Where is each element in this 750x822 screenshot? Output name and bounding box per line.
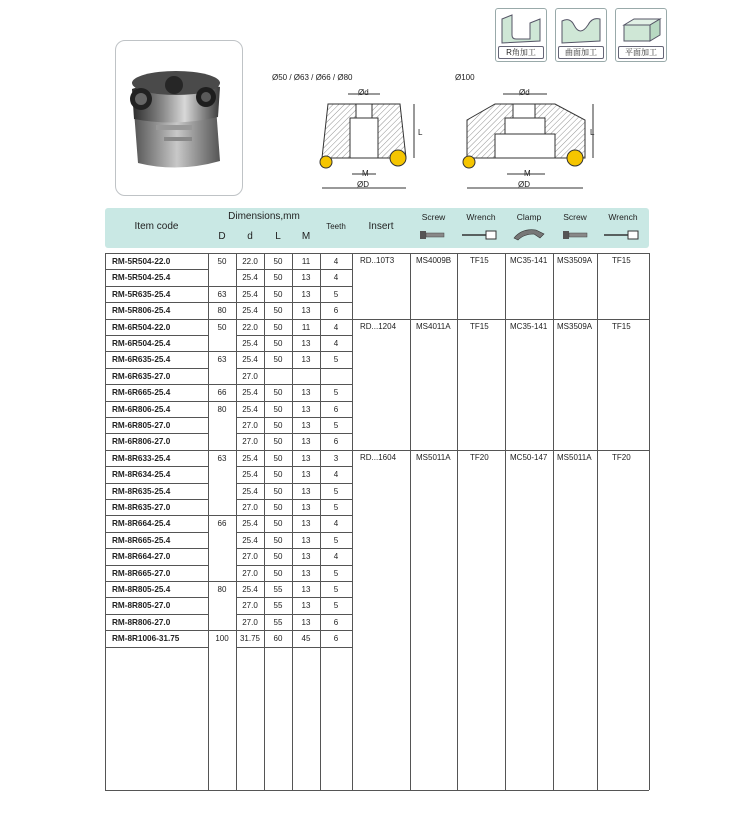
item-code-cell: RM-8R1006-31.75: [112, 634, 180, 644]
cell-d: 22.0: [242, 257, 258, 266]
cell-d: 25.4: [242, 470, 258, 480]
cell-M: 13: [301, 470, 311, 480]
cell-d: 25.4: [242, 486, 258, 496]
row-separator: [236, 351, 352, 352]
wrench-icon-2: [602, 228, 644, 242]
cell-teeth: 6: [333, 306, 339, 316]
table-bottom-line: [105, 790, 649, 791]
row-separator: [236, 368, 352, 369]
item-code-cell: RM-8R806-27.0: [112, 617, 171, 627]
clamp-icon: [512, 226, 548, 242]
cell-L: 50: [273, 519, 283, 529]
cell-L: 50: [273, 503, 283, 512]
cell-L: 50: [273, 388, 283, 398]
cell-D: 80: [217, 404, 227, 414]
table-column-line: [597, 253, 598, 790]
header-dimensions: Dimensions,mm: [228, 211, 300, 222]
product-photo-frame: [115, 40, 243, 196]
header-wrench-1: Wrench: [466, 212, 496, 222]
item-code-cell: RM-6R806-25.4: [112, 404, 171, 414]
row-separator: [236, 319, 352, 320]
group-separator: [352, 319, 649, 320]
header-L: L: [275, 231, 281, 242]
cell-M: 13: [301, 289, 311, 299]
r-corner-milling-icon: [496, 9, 546, 47]
cell-d: 27.0: [242, 437, 258, 447]
right-L-label: L: [590, 128, 595, 137]
cell-d: 27.0: [242, 552, 258, 562]
cell-d: 25.4: [242, 388, 258, 398]
group-wrench1-cell: TF15: [470, 321, 489, 331]
header-d: d: [247, 231, 253, 242]
operation-label: 曲面加工: [558, 46, 604, 59]
header-insert: Insert: [368, 221, 394, 232]
left-d-label: Ød: [358, 88, 369, 97]
right-M-label: M: [524, 169, 531, 178]
item-code-cell: RM-8R805-25.4: [112, 585, 171, 594]
item-code-cell: RM-5R635-25.4: [112, 289, 171, 299]
cell-teeth: 5: [333, 421, 339, 430]
cell-teeth: 4: [333, 273, 339, 283]
cell-d: 27.0: [242, 601, 258, 611]
cell-M: 11: [301, 322, 311, 332]
item-code-cell: RM-6R504-25.4: [112, 339, 171, 348]
right-D-label: ØD: [518, 180, 530, 189]
group-screw1-cell: MS5011A: [416, 452, 451, 462]
cell-M: 13: [301, 486, 311, 496]
header-screw-1: Screw: [421, 212, 446, 222]
table-column-line: [352, 253, 353, 790]
cell-teeth: 5: [333, 388, 339, 398]
cell-M: 13: [301, 519, 311, 529]
cell-L: 50: [273, 568, 283, 578]
header-teeth: Teeth: [326, 222, 346, 231]
left-cutter-drawing: [310, 82, 445, 197]
row-separator: [236, 450, 352, 451]
cell-D: 63: [217, 355, 227, 365]
row-separator: [208, 401, 236, 402]
row-separator: [105, 532, 208, 533]
left-L-label: L: [418, 128, 423, 137]
cell-D: 50: [217, 322, 227, 332]
row-separator: [105, 384, 208, 385]
cell-d: 25.4: [242, 339, 258, 348]
cell-d: 25.4: [242, 453, 258, 463]
left-drawing-title: Ø50 / Ø63 / Ø66 / Ø80: [272, 73, 353, 82]
cell-M: 13: [301, 552, 311, 562]
row-separator: [105, 417, 208, 418]
cell-teeth: 4: [333, 470, 339, 480]
row-separator: [105, 597, 208, 598]
cell-d: 25.4: [242, 355, 258, 365]
cell-teeth: 5: [333, 289, 339, 299]
row-separator: [105, 286, 208, 287]
item-code-cell: RM-6R635-27.0: [112, 371, 171, 381]
row-separator: [208, 450, 236, 451]
cell-D: 80: [217, 306, 227, 316]
table-column-line: [649, 253, 650, 790]
cell-L: 50: [273, 437, 283, 447]
cell-d: 27.0: [242, 421, 258, 430]
operation-face: [615, 8, 667, 62]
cell-D: 100: [215, 634, 229, 644]
cell-L: 60: [273, 634, 283, 644]
item-code-cell: RM-8R664-25.4: [112, 519, 171, 529]
group-wrench2-cell: TF20: [612, 452, 631, 462]
row-separator: [236, 499, 352, 500]
group-wrench2-cell: TF15: [612, 321, 631, 331]
row-separator: [236, 630, 352, 631]
row-separator: [105, 581, 208, 582]
cell-M: 11: [301, 257, 311, 266]
wrench-icon: [460, 228, 502, 242]
cell-d: 25.4: [242, 404, 258, 414]
cell-M: 13: [301, 535, 311, 545]
table-column-line: [505, 253, 506, 790]
cell-teeth: 5: [333, 568, 339, 578]
cell-teeth: 6: [333, 617, 339, 627]
cell-M: 13: [301, 585, 311, 594]
row-separator: [208, 581, 236, 582]
group-insert-cell: RD..10T3: [360, 256, 395, 265]
cell-d: 25.4: [242, 535, 258, 545]
group-screw1-cell: MS4009B: [416, 256, 452, 265]
cell-L: 50: [273, 453, 283, 463]
item-code-cell: RM-8R665-25.4: [112, 535, 171, 545]
group-screw2-cell: MS5011A: [557, 452, 592, 462]
group-clamp-cell: MC50-147: [510, 452, 548, 462]
row-separator: [236, 548, 352, 549]
row-separator: [105, 499, 208, 500]
right-drawing-title: Ø100: [455, 73, 475, 82]
cell-L: 55: [273, 601, 283, 611]
row-separator: [105, 401, 208, 402]
row-separator: [105, 565, 208, 566]
cell-L: 50: [273, 552, 283, 562]
row-separator: [105, 515, 208, 516]
cell-M: 13: [301, 306, 311, 316]
face-milling-icon: [616, 9, 666, 47]
row-separator: [236, 466, 352, 467]
operation-r-corner: [495, 8, 547, 62]
row-separator: [236, 384, 352, 385]
table-column-line: [410, 253, 411, 790]
header-D: D: [218, 231, 226, 242]
cell-d: 25.4: [242, 273, 258, 283]
header-wrench-2: Wrench: [608, 212, 638, 222]
cell-d: 27.0: [242, 568, 258, 578]
cell-d: 27.0: [242, 503, 258, 512]
cell-M: 13: [301, 437, 311, 447]
screw-icon-2: [561, 228, 591, 242]
cell-teeth: 4: [333, 552, 339, 562]
row-separator: [105, 433, 208, 434]
row-separator: [236, 401, 352, 402]
group-insert-cell: RD...1204: [360, 321, 397, 331]
group-screw2-cell: MS3509A: [557, 321, 593, 331]
row-separator: [105, 269, 208, 270]
group-wrench1-cell: TF20: [470, 452, 489, 462]
row-separator: [105, 450, 208, 451]
cell-M: 13: [301, 404, 311, 414]
operation-label: 平面加工: [618, 46, 664, 59]
table-column-line: [105, 253, 106, 790]
item-code-cell: RM-8R635-25.4: [112, 486, 171, 496]
row-separator: [208, 302, 236, 303]
row-separator: [236, 515, 352, 516]
header-screw-2: Screw: [563, 212, 587, 222]
row-separator: [105, 483, 208, 484]
cell-L: 50: [273, 257, 283, 266]
row-separator: [105, 647, 208, 648]
milling-cutter-photo: [116, 41, 242, 195]
group-separator: [352, 450, 649, 451]
item-code-cell: RM-5R806-25.4: [112, 306, 171, 316]
cell-teeth: 6: [333, 404, 339, 414]
table-column-line: [553, 253, 554, 790]
table-column-line: [457, 253, 458, 790]
cell-M: 13: [301, 339, 311, 348]
cell-d: 27.0: [242, 617, 258, 627]
row-separator: [236, 433, 352, 434]
row-separator: [236, 286, 352, 287]
cell-L: 50: [273, 322, 283, 332]
group-clamp-cell: MC35-141: [510, 256, 548, 265]
cell-teeth: 4: [333, 339, 339, 348]
item-code-cell: RM-6R665-25.4: [112, 388, 171, 398]
row-separator: [208, 515, 236, 516]
item-code-cell: RM-6R806-27.0: [112, 437, 171, 447]
cell-L: 50: [273, 404, 283, 414]
row-separator: [208, 630, 236, 631]
item-code-cell: RM-8R633-25.4: [112, 453, 171, 463]
row-separator: [236, 302, 352, 303]
row-separator: [105, 351, 208, 352]
row-separator: [105, 335, 208, 336]
cell-teeth: 5: [333, 585, 339, 594]
cell-d: 25.4: [242, 519, 258, 529]
item-code-cell: RM-6R504-22.0: [112, 322, 171, 332]
cell-M: 13: [301, 453, 311, 463]
curved-surface-milling-icon: [556, 9, 606, 47]
cell-d: 22.0: [242, 322, 258, 332]
row-separator: [236, 581, 352, 582]
item-code-cell: RM-8R665-27.0: [112, 568, 171, 578]
row-separator: [236, 483, 352, 484]
cell-M: 13: [301, 273, 311, 283]
row-separator: [105, 302, 208, 303]
cell-D: 80: [217, 585, 227, 594]
cell-teeth: 4: [333, 322, 339, 332]
cell-D: 66: [217, 388, 227, 398]
cell-M: 13: [301, 503, 311, 512]
cell-D: 66: [217, 519, 227, 529]
cell-teeth: 5: [333, 535, 339, 545]
cell-d: 31.75: [239, 634, 261, 644]
right-cutter-drawing: [455, 82, 605, 197]
row-separator: [208, 319, 236, 320]
cell-M: 13: [301, 421, 311, 430]
cell-M: 13: [301, 617, 311, 627]
cell-d: 25.4: [242, 585, 258, 594]
group-wrench2-cell: TF15: [612, 256, 631, 265]
cell-teeth: 3: [333, 453, 339, 463]
row-separator: [208, 351, 236, 352]
row-separator: [236, 647, 352, 648]
cell-M: 13: [301, 601, 311, 611]
item-code-cell: RM-5R504-25.4: [112, 273, 171, 283]
row-separator: [236, 269, 352, 270]
cell-L: 50: [273, 355, 283, 365]
cell-d: 27.0: [242, 371, 258, 381]
cell-M: 13: [301, 388, 311, 398]
item-code-cell: RM-6R635-25.4: [112, 355, 171, 365]
row-separator: [105, 548, 208, 549]
cell-L: 50: [273, 535, 283, 545]
cell-teeth: 4: [333, 257, 339, 266]
header-M: M: [301, 231, 311, 242]
group-screw1-cell: MS4011A: [416, 321, 451, 331]
cell-L: 55: [273, 585, 283, 594]
item-code-cell: RM-6R805-27.0: [112, 421, 171, 430]
cell-D: 50: [217, 257, 227, 266]
row-separator: [236, 597, 352, 598]
item-code-cell: RM-8R635-27.0: [112, 503, 171, 512]
operation-curved-surface: [555, 8, 607, 62]
cell-teeth: 5: [333, 486, 339, 496]
cell-teeth: 5: [333, 503, 339, 512]
row-separator: [236, 532, 352, 533]
screw-icon: [418, 228, 448, 242]
cell-L: 50: [273, 421, 283, 430]
right-d-label: Ød: [519, 88, 530, 97]
row-separator: [236, 417, 352, 418]
row-separator: [105, 319, 208, 320]
cell-D: 63: [217, 289, 227, 299]
cell-M: 45: [301, 634, 311, 644]
cell-d: 25.4: [242, 289, 258, 299]
group-wrench1-cell: TF15: [470, 256, 489, 265]
cell-L: 50: [273, 486, 283, 496]
header-item-code: Item code: [134, 221, 179, 232]
cell-L: 50: [273, 339, 283, 348]
cell-D: 63: [217, 453, 227, 463]
row-separator: [236, 614, 352, 615]
group-clamp-cell: MC35-141: [510, 321, 548, 331]
cell-M: 13: [301, 355, 311, 365]
item-code-cell: RM-5R504-22.0: [112, 257, 171, 266]
left-M-label: M: [362, 169, 369, 178]
row-separator: [105, 466, 208, 467]
left-D-label: ØD: [357, 180, 369, 189]
group-screw2-cell: MS3509A: [557, 256, 593, 265]
cell-L: 50: [273, 273, 283, 283]
group-insert-cell: RD...1604: [360, 452, 397, 462]
cell-teeth: 4: [333, 519, 339, 529]
row-separator: [105, 630, 208, 631]
row-separator: [208, 286, 236, 287]
table-top-line: [105, 253, 649, 254]
item-code-cell: RM-8R805-27.0: [112, 601, 171, 611]
operation-label: R角加工: [498, 46, 544, 59]
row-separator: [105, 368, 208, 369]
cell-M: 13: [301, 568, 311, 578]
item-code-cell: RM-8R634-25.4: [112, 470, 171, 480]
cell-teeth: 5: [333, 355, 339, 365]
cell-L: 50: [273, 289, 283, 299]
cell-teeth: 6: [333, 437, 339, 447]
cell-L: 50: [273, 306, 283, 316]
row-separator: [208, 384, 236, 385]
operation-icons: [495, 0, 665, 65]
row-separator: [236, 565, 352, 566]
cell-teeth: 5: [333, 601, 339, 611]
row-separator: [105, 614, 208, 615]
cell-teeth: 6: [333, 634, 339, 644]
cell-L: 50: [273, 470, 283, 480]
header-clamp: Clamp: [516, 212, 542, 222]
row-separator: [236, 335, 352, 336]
item-code-cell: RM-8R664-27.0: [112, 552, 171, 562]
cell-L: 55: [273, 617, 283, 627]
cell-d: 25.4: [242, 306, 258, 316]
